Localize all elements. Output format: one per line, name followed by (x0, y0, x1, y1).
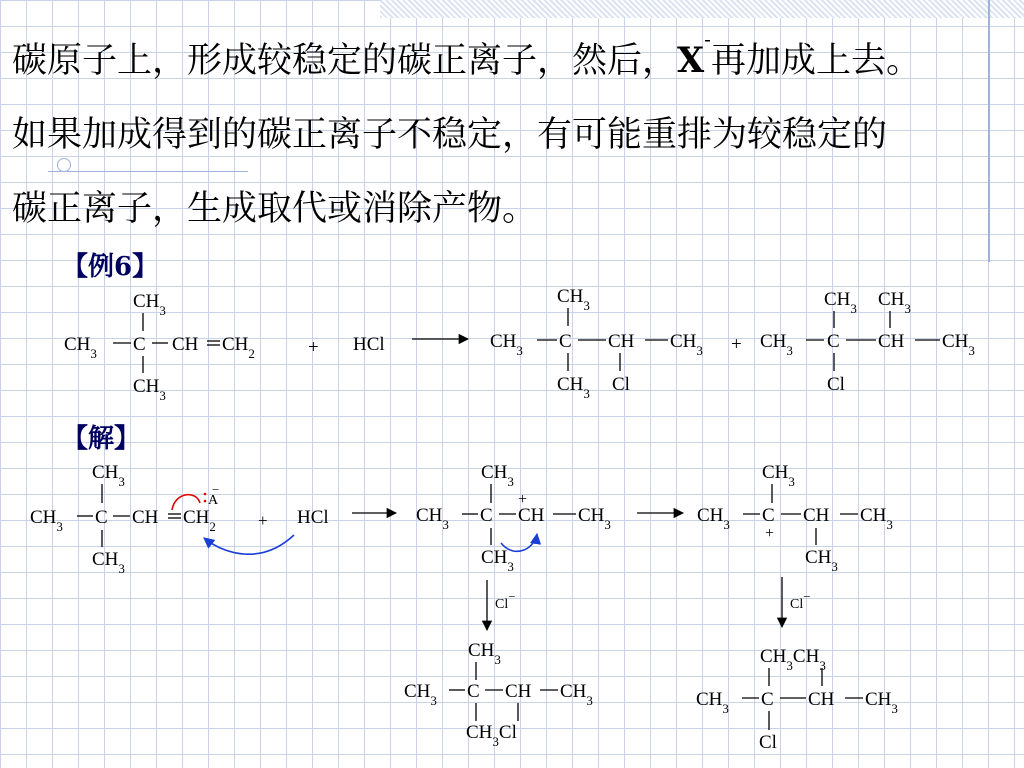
solution-label: 【解】 (62, 424, 141, 454)
sol-chloride-label-2: Cl− (790, 588, 811, 612)
ex-reactant-left-methyl: $CH_3$ (64, 334, 97, 361)
ex-product1-top-methyl: $CH_3$ (557, 286, 590, 313)
sol-plus: + (258, 511, 268, 530)
sol-reactant-left-methyl: $CH_3$ (30, 507, 63, 534)
ex-product1-bottom-methyl: $CH_3$ (557, 374, 590, 401)
sol-cation1-right-methyl: $CH_3$ (578, 505, 611, 532)
ex-product1-left-methyl: $CH_3$ (490, 331, 523, 358)
ex-reactant-top-methyl: $CH_3$ (133, 291, 166, 318)
sol-cation1-charge: + (518, 491, 528, 508)
sol-reactant-vinyl-ch: CH (132, 507, 159, 528)
sol-productA-carbon: C (467, 681, 480, 702)
sol-productA-left-methyl: $CH_3$ (404, 681, 437, 708)
sol-cation2-ch: CH (803, 505, 830, 526)
sol-reactant-top-methyl: $CH_3$ (92, 462, 125, 489)
sol-cation1-top-methyl: $CH_3$ (481, 462, 514, 489)
sol-lone-pair-dot (204, 493, 207, 496)
sol-cation2-right-methyl: $CH_3$ (860, 505, 893, 532)
sol-electrophile-a: A (208, 493, 219, 508)
sol-productA-right-methyl: $CH_3$ (560, 681, 593, 708)
ex-product2-ch: CH (878, 331, 905, 352)
sol-productA-bottom-group: $CH_3Cl$ (466, 722, 517, 749)
ex-reactant-terminal-ch2: $CH_2$ (222, 334, 255, 361)
sol-methyl-shift-arrow (501, 534, 537, 551)
ex-hcl: HCl (353, 334, 385, 355)
x-symbol: X (677, 40, 705, 81)
sol-cation2-carbon: C (762, 505, 775, 526)
sol-cation2-left-methyl: $CH_3$ (697, 505, 730, 532)
example-label: 【例6】 (62, 252, 159, 282)
ex-reactant-vinyl-ch: CH (172, 334, 199, 355)
ex-product2-carbon: C (827, 331, 840, 352)
sol-cation1-carbon: C (480, 505, 493, 526)
sol-cation2-charge: + (765, 525, 775, 542)
sol-productB-right-methyl: $CH_3$ (865, 689, 898, 716)
sol-productA-top-methyl: $CH_3$ (468, 640, 501, 667)
sol-cation2-bottom-methyl: $CH_3$ (805, 547, 838, 574)
sol-hcl: HCl (297, 507, 329, 528)
sol-curved-arrow-blue (204, 535, 294, 554)
line1-text: 碳原子上，形成较稳定的碳正离子，然后， (12, 41, 678, 81)
sol-cation1-bottom-methyl: $CH_3$ (481, 547, 514, 574)
ex-plus-2: + (731, 334, 742, 355)
ex-product1-chlorine: Cl (612, 374, 630, 395)
ex-product1-ch: CH (608, 331, 635, 352)
sol-electrophile-charge: − (212, 482, 220, 497)
sol-productB-top-methyls: $CH_3CH_3$ (760, 646, 826, 673)
ex-product1-carbon: C (559, 331, 572, 352)
sol-productB-ch: CH (808, 689, 835, 710)
ex-product1-right-methyl: $CH_3$ (670, 331, 703, 358)
ex-product2-methyl-b: $CH_3$ (878, 289, 911, 316)
sol-productB-left-methyl: $CH_3$ (696, 689, 729, 716)
sol-productB-carbon: C (761, 689, 774, 710)
ex-product2-right-methyl: $CH_3$ (942, 331, 975, 358)
sol-reactant-bottom-methyl: $CH_3$ (92, 549, 125, 576)
ex-product2-left-methyl: $CH_3$ (760, 331, 793, 358)
sol-cation2-top-methyl: $CH_3$ (762, 462, 795, 489)
sol-productA-ch: CH (505, 681, 532, 702)
sol-productB-chlorine: Cl (759, 732, 777, 753)
line1-tail: 再加成上去。 (710, 41, 921, 81)
sol-lone-pair-dot (204, 500, 207, 503)
sol-reactant-ch2: $CH_2$ (183, 507, 216, 534)
paragraph-line-2: 如果加成得到的碳正离子不稳定，有可能重排为较稳定的 (12, 115, 888, 155)
x-charge: - (704, 27, 711, 51)
sol-cation1-left-methyl: $CH_3$ (416, 505, 449, 532)
ex-product2-methyl-a: $CH_3$ (824, 289, 857, 316)
sol-reactant-carbon: C (95, 507, 108, 528)
ex-reactant-quaternary-carbon: C (133, 334, 146, 355)
ex-plus-1: + (308, 337, 319, 358)
paragraph-line-3: 碳正离子，生成取代或消除产物。 (12, 189, 538, 229)
sol-cation1-ch: CH (518, 505, 545, 526)
sol-chloride-label-1: Cl− (495, 588, 516, 612)
ex-reactant-bottom-methyl: $CH_3$ (133, 376, 166, 403)
ex-product2-chlorine: Cl (827, 374, 845, 395)
